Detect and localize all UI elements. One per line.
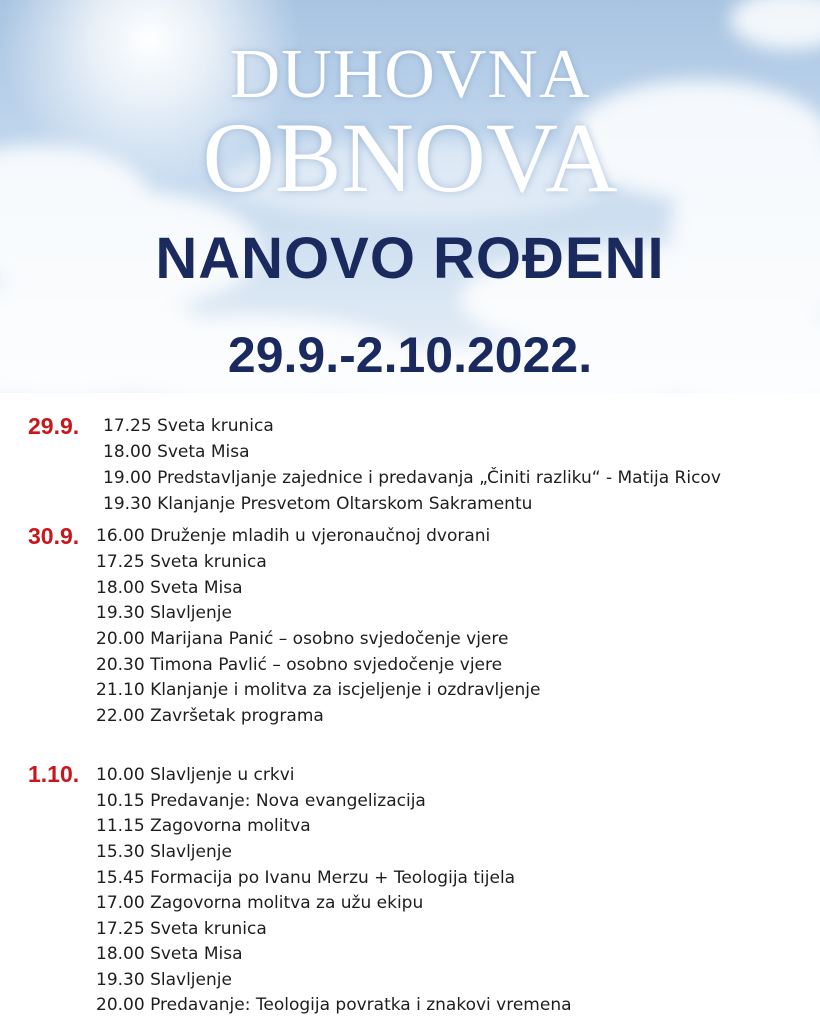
schedule-entry: 16.00 Druženje mladih u vjeronaučnoj dvorani: [96, 526, 491, 546]
event-dates: 29.9.-2.10.2022.: [227, 327, 593, 383]
schedule-entry: 19.30 Slavljenje: [96, 603, 232, 623]
schedule-entry: 18.00 Sveta Misa: [96, 944, 243, 964]
schedule-entry: 17.25 Sveta krunica: [96, 552, 267, 572]
day-label-30-9: 30.9.: [28, 523, 80, 549]
day-label-1-10: 1.10.: [28, 761, 80, 787]
schedule-entry: 20.00 Marijana Panić – osobno svjedočenje vjere: [96, 629, 509, 649]
title-obnova: OBNOVA: [202, 102, 618, 213]
schedule-entry: 18.00 Sveta Misa: [96, 578, 243, 598]
schedule-entry: 17.00 Zagovorna molitva za užu ekipu: [96, 893, 424, 913]
schedule-entry: 19.00 Predstavljanje zajednice i predavanja „Činiti razliku“ - Matija Ricov: [103, 468, 721, 488]
schedule-entry: 17.25 Sveta krunica: [103, 416, 274, 436]
header-banner: [0, 0, 820, 393]
schedule-entry: 10.15 Predavanje: Nova evangelizacija: [96, 791, 426, 811]
schedule-entry: 11.15 Zagovorna molitva: [96, 816, 311, 836]
schedule-entry: 19.30 Slavljenje: [96, 970, 232, 990]
subtitle-nanovo-rodeni: NANOVO ROĐENI: [155, 226, 665, 291]
schedule-entry: 19.30 Klanjanje Presvetom Oltarskom Sakramentu: [103, 494, 533, 514]
schedule-entry: 17.25 Sveta krunica: [96, 919, 267, 939]
schedule-entry: 18.00 Sveta Misa: [103, 442, 250, 462]
schedule-entry: 20.00 Predavanje: Teologija povratka i znakovi vremena: [96, 995, 572, 1015]
title-duhovna: DUHOVNA: [229, 36, 591, 113]
day-label-29-9: 29.9.: [28, 413, 80, 439]
schedule-entry: 21.10 Klanjanje i molitva za iscjeljenje i ozdravljenje: [96, 680, 541, 700]
schedule-entry: 22.00 Završetak programa: [96, 706, 324, 726]
schedule-entry: 15.45 Formacija po Ivanu Merzu + Teologija tijela: [96, 868, 516, 888]
schedule-entry: 10.00 Slavljenje u crkvi: [96, 765, 295, 785]
schedule-entry: 15.30 Slavljenje: [96, 842, 232, 862]
schedule-entry: 20.30 Timona Pavlić – osobno svjedočenje vjere: [96, 655, 503, 675]
